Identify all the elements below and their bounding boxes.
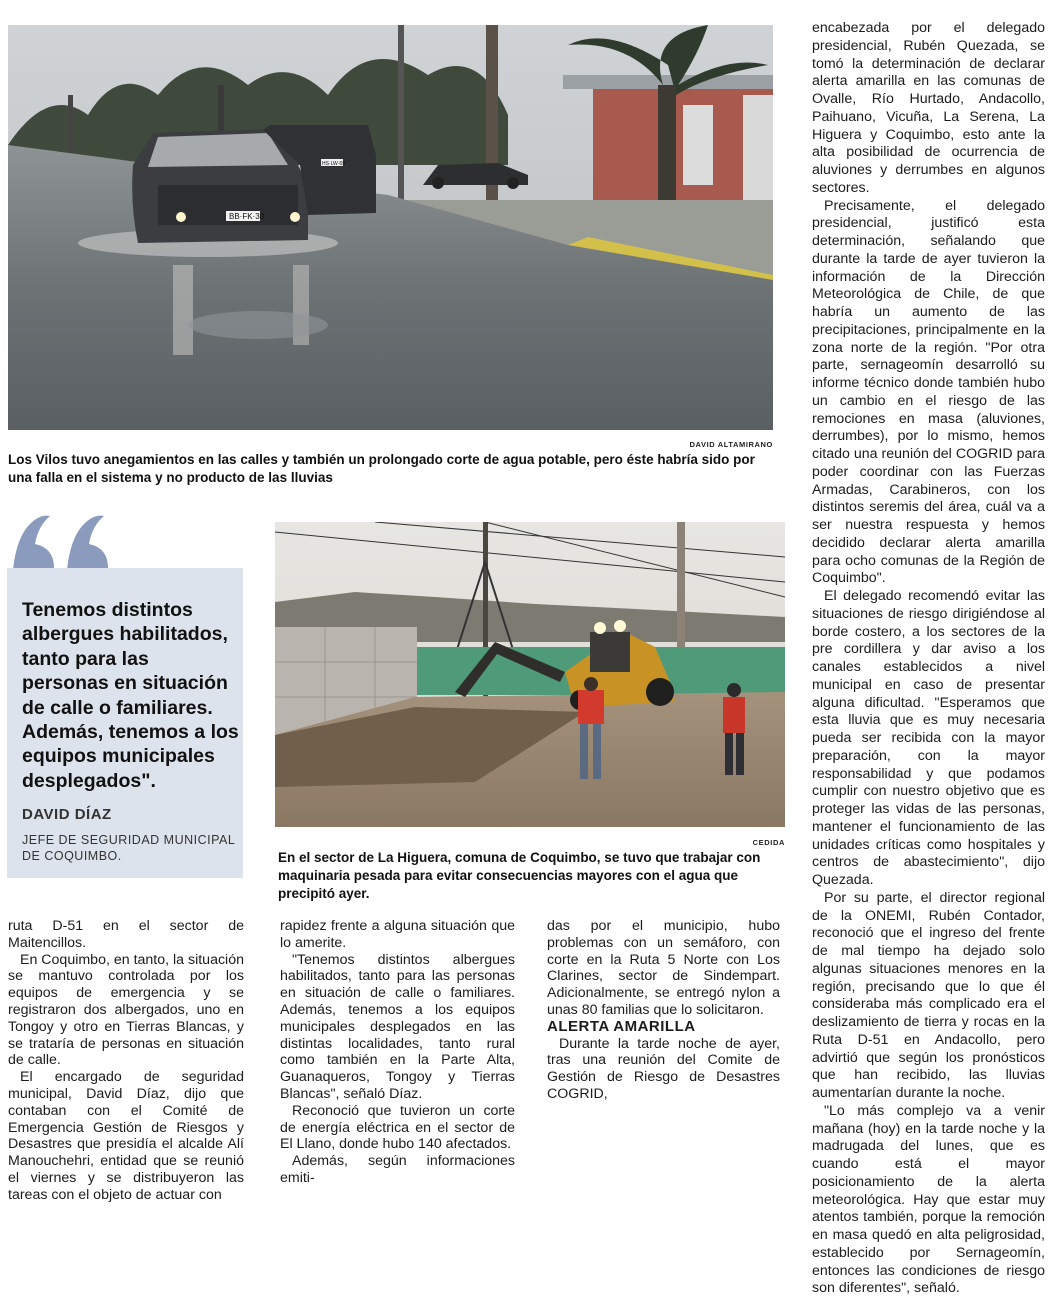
bottom-column-3	[547, 918, 780, 1103]
article-paragraph: das por el municipio, hubo problemas con un semáforo, con corte en la Ruta 5 Norte con Los Clarines, sector de Sindempart. Adicionalmente, se entregó nylon a unas 80 familias que lo solicitaron.	[547, 918, 780, 1018]
right-column-article	[812, 20, 1045, 1298]
article-paragraph: ruta D-51 en el sector de Maitencillos.	[8, 918, 244, 951]
pull-quote-role: JEFE DE SEGURIDAD MUNICIPAL DE COQUIMBO.	[22, 833, 235, 863]
article-paragraph: Precisamente, el delegado presidencial, justificó esta determinación, señalando que durante la tarde de ayer tuvieron la información de la Dirección Meteorológica de Chile, de que habría un aumento de las precipitaciones, principalmente en la zona norte de la región. "Por otra parte, sernageomín desarrolló su informe técnico donde también hubo un cambio en el riesgo de las remociones en masa (aluviones, derrumbes), por lo mismo, hemos citado una reunión del COGRID para poder coordinar con las Fuerzas Armadas, Carabineros, con los distintos seremis del área, cuál va a ser nuestra respuesta y hemos decidido declarar alerta amarilla para ocho comunas de la Región de Coquimbo".	[812, 197, 1045, 587]
photo-flooded-street	[8, 25, 773, 430]
photo2-credit: CEDIDA	[752, 838, 785, 847]
article-paragraph: El encargado de seguridad municipal, David Díaz, dijo que contaban con el Comité de Emergencia Gestión de Riesgos y Desastres que presidía el alcalde Alí Manouchehri, entidad que se reunió el viernes y se distribuyeron las tareas con el objeto de actuar con	[8, 1069, 244, 1203]
article-paragraph: Durante la tarde noche de ayer, tras una reunión del Comite de Gestión de Riesgo de Desastres COGRID,	[547, 1035, 780, 1102]
article-paragraph: El delegado recomendó evitar las situaciones de riesgo dirigiéndose al borde costero, a los sectores de la pre cordillera y dar aviso a los canales establecidos a nivel municipal en caso de presentar alguna dificultad. "Esperamos que esta lluvia que es muy necesaria pueda ser recibida con la mayor preparación, con la mayor responsabilidad y que podamos cumplir con nuestro objetivo que es proteger las vidas de las personas, mantener el funcionamiento de las unidades críticas como hospitales y centros de abastecimiento", dijo Quezada.	[812, 588, 1045, 888]
article-paragraph: En Coquimbo, en tanto, la situación se mantuvo controlada por los equipos de emergencia y se registraron dos albergados, uno en Tongoy y otro en Tierras Blancas, y se trataría de personas en situación de calle.	[8, 951, 244, 1069]
section-title: ALERTA AMARILLA	[547, 1017, 696, 1035]
article-paragraph: rapidez frente a alguna situación que lo amerite.	[280, 918, 515, 951]
photo1-credit: DAVID ALTAMIRANO	[689, 440, 773, 449]
article-paragraph: "Lo más complejo va a venir mañana (hoy) en la tarde noche y la madrugada del lunes, que es cuando está el mayor posicionamiento de la alerta meteorológica. Hay que estar muy atentos también, porque la remoción en masa quedó en alta peligrosidad, establecido por Sernageomín, entonces las condiciones de riesgo son diferentes", señaló.	[812, 1102, 1045, 1297]
photo1-caption: Los Vilos tuvo anegamientos en las calles y también un prolongado corte de agua potable, pero éste habría sido por una falla en el sistema y no producto de las lluvias	[8, 452, 755, 485]
photo2-caption: En el sector de La Higuera, comuna de Coquimbo, se tuvo que trabajar con maquinaria pesada para evitar consecuencias mayores con el agua que precipitó ayer.	[278, 850, 761, 901]
photo-machinery	[275, 522, 785, 827]
pull-quote-text: Tenemos distintos albergues habilitados, tanto para las personas en situación de calle o familiares. Además, tenemos a los equipos municipales desplegados".	[22, 599, 239, 792]
bottom-column-2	[280, 918, 515, 1187]
article-paragraph: "Tenemos distintos albergues habilitados, tanto para las personas en situación de calle o familiares. Además, tenemos a los equipos municipales desplegados en las distintas localidades, tanto rural como también en la Parte Alta, Guanaqueros, Tongoy y Tierras Blancas", señaló Díaz.	[280, 951, 515, 1102]
car-plate-back: HS·LW·69	[322, 161, 345, 167]
bottom-column-1	[8, 918, 244, 1204]
article-paragraph: Reconoció que tuvieron un corte de energía eléctrica en el sector de El Llano, donde hubo 140 afectados.	[280, 1102, 515, 1153]
car-plate-front: BB·FK·30	[229, 212, 265, 221]
article-paragraph: encabezada por el delegado presidencial, Rubén Quezada, se tomó la determinación de declarar alerta amarilla en las comunas de Ovalle, Río Hurtado, Andacollo, Paihuano, Vicuña, La Serena, La Higuera y Coquimbo, esto ante la alta posibilidad de ocurrencia de aluviones y derrumbes en algunos sectores.	[812, 20, 1045, 196]
article-paragraph: Por su parte, el director regional de la ONEMI, Rubén Contador, reconoció que el ingreso del frente de mal tiempo ha dejado solo algunas situaciones menores en la región, precisando que lo que él consideraba más complicado era el deslizamiento de tierra y rocas en la Ruta D-51 en Andacollo, pero advirtió que según los pronósticos que han recibido, las lluvias aumentarían durante la noche.	[812, 889, 1045, 1101]
article-paragraph: Además, según informaciones emiti-	[280, 1153, 515, 1186]
pull-quote-author: DAVID DÍAZ	[22, 806, 112, 823]
